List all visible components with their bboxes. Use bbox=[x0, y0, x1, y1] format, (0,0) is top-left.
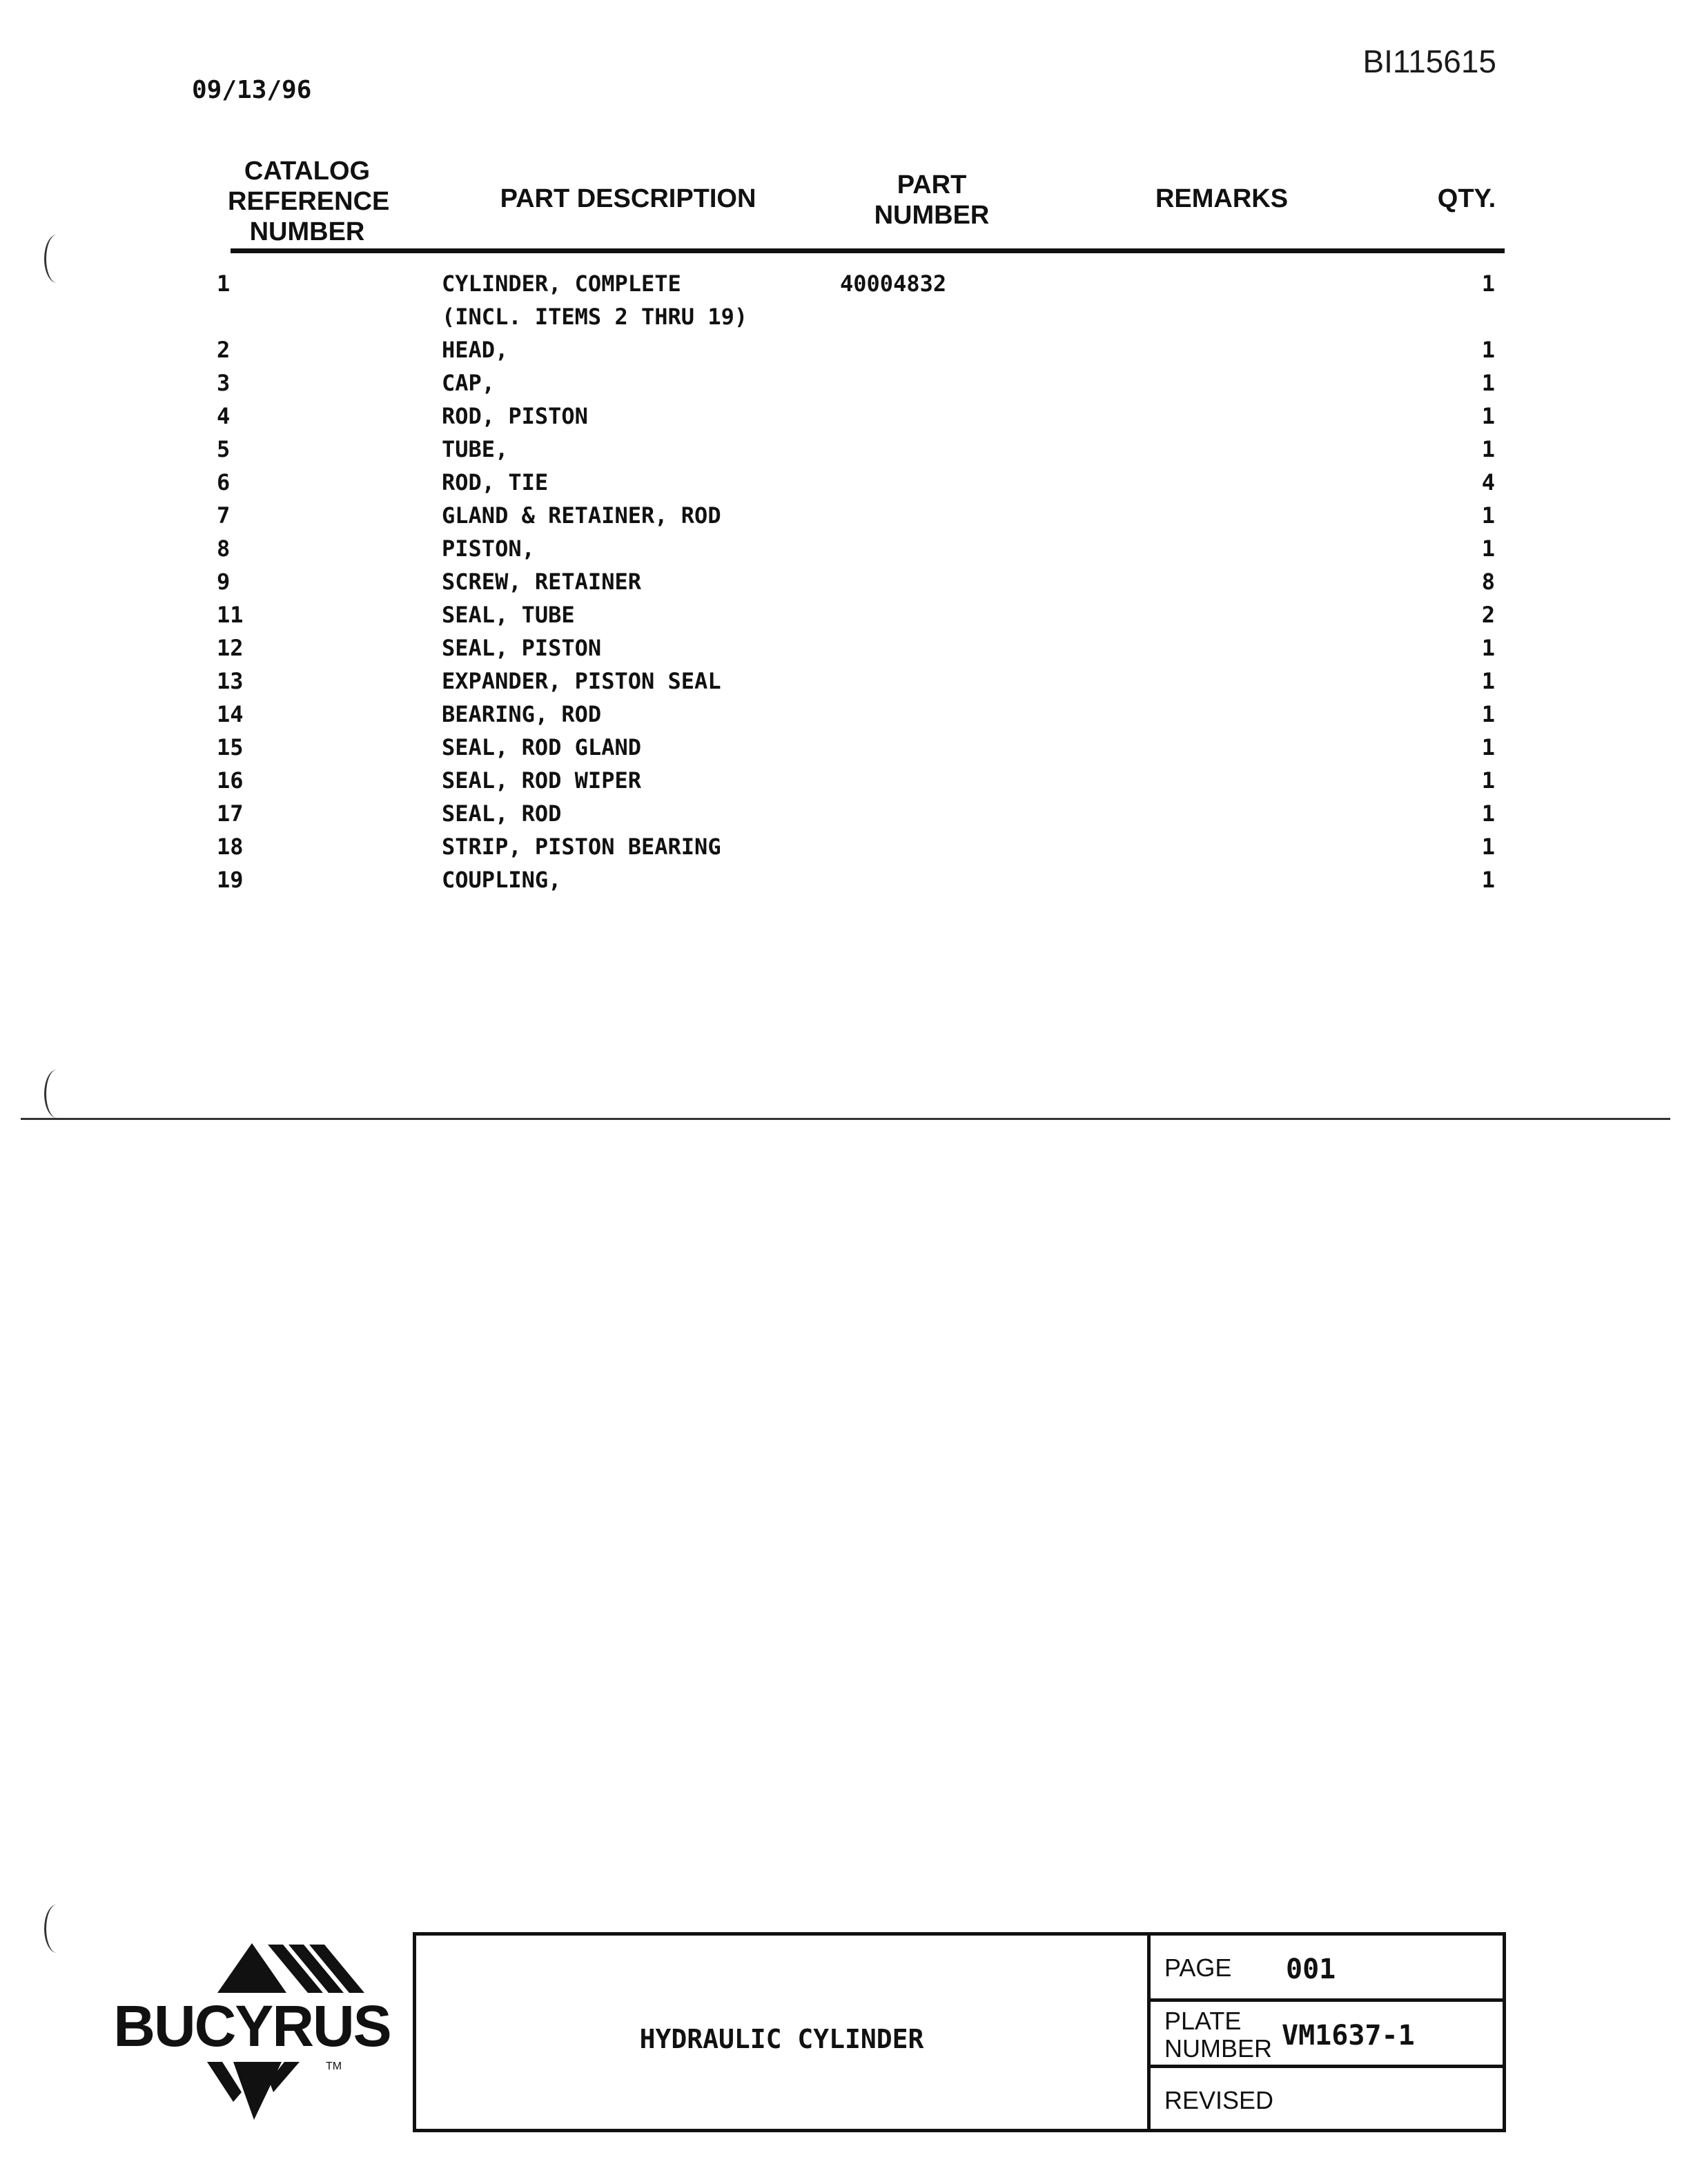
ref-cell: 7 bbox=[217, 502, 231, 529]
page-divider-line bbox=[21, 1118, 1670, 1120]
header-ref-line3: NUMBER bbox=[249, 217, 365, 246]
table-row bbox=[0, 867, 1691, 900]
table-row bbox=[0, 436, 1691, 469]
header-qty: QTY. bbox=[1437, 184, 1496, 213]
parts-table-body bbox=[0, 270, 1691, 900]
description-cell: TUBE, bbox=[442, 436, 509, 462]
qty-cell: 1 bbox=[1481, 668, 1495, 694]
header-ref-line2: REFERENCE bbox=[228, 187, 390, 216]
ref-cell: 16 bbox=[217, 767, 244, 794]
table-row bbox=[0, 270, 1691, 304]
header-part-line1: PART bbox=[897, 170, 967, 199]
description-cell: CAP, bbox=[442, 370, 496, 396]
qty-cell: 1 bbox=[1481, 436, 1495, 462]
qty-cell: 1 bbox=[1481, 800, 1495, 827]
page-label: PAGE bbox=[1164, 1954, 1232, 1982]
ref-cell: 19 bbox=[217, 867, 244, 893]
qty-cell: 1 bbox=[1481, 767, 1495, 794]
qty-cell: 1 bbox=[1481, 734, 1495, 760]
ref-cell: 5 bbox=[217, 436, 231, 462]
qty-cell: 1 bbox=[1481, 403, 1495, 429]
ref-cell: 17 bbox=[217, 800, 244, 827]
table-row bbox=[0, 535, 1691, 569]
table-row bbox=[0, 337, 1691, 370]
ref-cell: 13 bbox=[217, 668, 244, 694]
qty-cell: 4 bbox=[1481, 469, 1495, 495]
description-cell: SEAL, PISTON bbox=[442, 635, 602, 661]
bucyrus-logo bbox=[104, 1939, 400, 2139]
qty-cell: 1 bbox=[1481, 337, 1495, 363]
description-cell: ROD, TIE bbox=[442, 469, 549, 495]
table-row bbox=[0, 635, 1691, 668]
ref-cell: 4 bbox=[217, 403, 231, 429]
logo-trademark: TM bbox=[326, 2060, 342, 2072]
plate-number-value: VM1637-1 bbox=[1282, 2020, 1415, 2052]
ref-cell: 12 bbox=[217, 635, 244, 661]
page-value: 001 bbox=[1286, 1954, 1336, 1985]
description-cell: EXPANDER, PISTON SEAL bbox=[442, 668, 721, 694]
ref-cell: 1 bbox=[217, 270, 231, 297]
table-row bbox=[0, 668, 1691, 701]
table-row bbox=[0, 304, 1691, 337]
qty-cell: 1 bbox=[1481, 502, 1495, 529]
table-row bbox=[0, 701, 1691, 734]
description-cell: SEAL, TUBE bbox=[442, 602, 575, 628]
qty-cell: 1 bbox=[1481, 701, 1495, 727]
ref-cell: 2 bbox=[217, 337, 231, 363]
ref-cell: 6 bbox=[217, 469, 231, 495]
qty-cell: 2 bbox=[1481, 602, 1495, 628]
table-row bbox=[0, 734, 1691, 767]
description-cell: SEAL, ROD bbox=[442, 800, 562, 827]
table-row bbox=[0, 800, 1691, 834]
title-block bbox=[413, 1932, 1506, 2132]
punch-hole-mark bbox=[44, 235, 70, 283]
table-row bbox=[0, 602, 1691, 635]
punch-hole-mark bbox=[44, 1905, 70, 1953]
description-cell: COUPLING, bbox=[442, 867, 562, 893]
header-catalog-reference-number bbox=[228, 156, 390, 247]
description-cell: BEARING, ROD bbox=[442, 701, 602, 727]
ref-cell: 18 bbox=[217, 834, 244, 860]
punch-hole-mark bbox=[44, 1070, 70, 1118]
qty-cell: 1 bbox=[1481, 535, 1495, 562]
title-block-main bbox=[416, 1936, 1151, 2129]
revised-label: REVISED bbox=[1164, 2086, 1274, 2114]
ref-cell: 11 bbox=[217, 602, 244, 628]
qty-cell: 1 bbox=[1481, 867, 1495, 893]
logo-wordmark: BUCYRUS bbox=[113, 1994, 391, 2058]
revised-cell bbox=[1151, 2068, 1503, 2129]
header-part-line2: NUMBER bbox=[874, 201, 990, 230]
qty-cell: 1 bbox=[1481, 635, 1495, 661]
table-row bbox=[0, 403, 1691, 436]
header-part-number bbox=[849, 170, 1015, 230]
plate-label bbox=[1164, 2007, 1272, 2063]
description-cell: CYLINDER, COMPLETE bbox=[442, 270, 681, 297]
table-row bbox=[0, 370, 1691, 403]
description-cell: PISTON, bbox=[442, 535, 535, 562]
plate-label-line1: PLATE bbox=[1164, 2007, 1242, 2035]
header-rule bbox=[231, 248, 1505, 253]
document-id: BI115615 bbox=[1362, 43, 1496, 79]
table-row bbox=[0, 502, 1691, 535]
qty-cell: 8 bbox=[1481, 569, 1495, 595]
header-part-description: PART DESCRIPTION bbox=[500, 184, 756, 213]
table-row bbox=[0, 834, 1691, 867]
document-date: 09/13/96 bbox=[192, 76, 312, 104]
description-cell: STRIP, PISTON BEARING bbox=[442, 834, 721, 860]
ref-cell: 14 bbox=[217, 701, 244, 727]
description-cell: SEAL, ROD WIPER bbox=[442, 767, 641, 794]
description-cell: SEAL, ROD GLAND bbox=[442, 734, 641, 760]
part-number-cell: 40004832 bbox=[840, 270, 947, 297]
description-cell: GLAND & RETAINER, ROD bbox=[442, 502, 721, 529]
plate-number-cell bbox=[1151, 2002, 1503, 2068]
table-row bbox=[0, 569, 1691, 602]
plate-label-line2: NUMBER bbox=[1164, 2034, 1273, 2063]
description-cell: ROD, PISTON bbox=[442, 403, 588, 429]
ref-cell: 3 bbox=[217, 370, 231, 396]
ref-cell: 8 bbox=[217, 535, 231, 562]
page-cell bbox=[1151, 1936, 1503, 2002]
header-remarks: REMARKS bbox=[1155, 184, 1289, 213]
description-cell: (INCL. ITEMS 2 THRU 19) bbox=[442, 304, 748, 330]
table-row bbox=[0, 767, 1691, 800]
ref-cell: 9 bbox=[217, 569, 231, 595]
document-title: HYDRAULIC CYLINDER bbox=[639, 2024, 924, 2054]
table-row bbox=[0, 469, 1691, 502]
qty-cell: 1 bbox=[1481, 270, 1495, 297]
qty-cell: 1 bbox=[1481, 834, 1495, 860]
description-cell: HEAD, bbox=[442, 337, 509, 363]
header-ref-line1: CATALOG bbox=[244, 157, 371, 186]
ref-cell: 15 bbox=[217, 734, 244, 760]
description-cell: SCREW, RETAINER bbox=[442, 569, 641, 595]
qty-cell: 1 bbox=[1481, 370, 1495, 396]
